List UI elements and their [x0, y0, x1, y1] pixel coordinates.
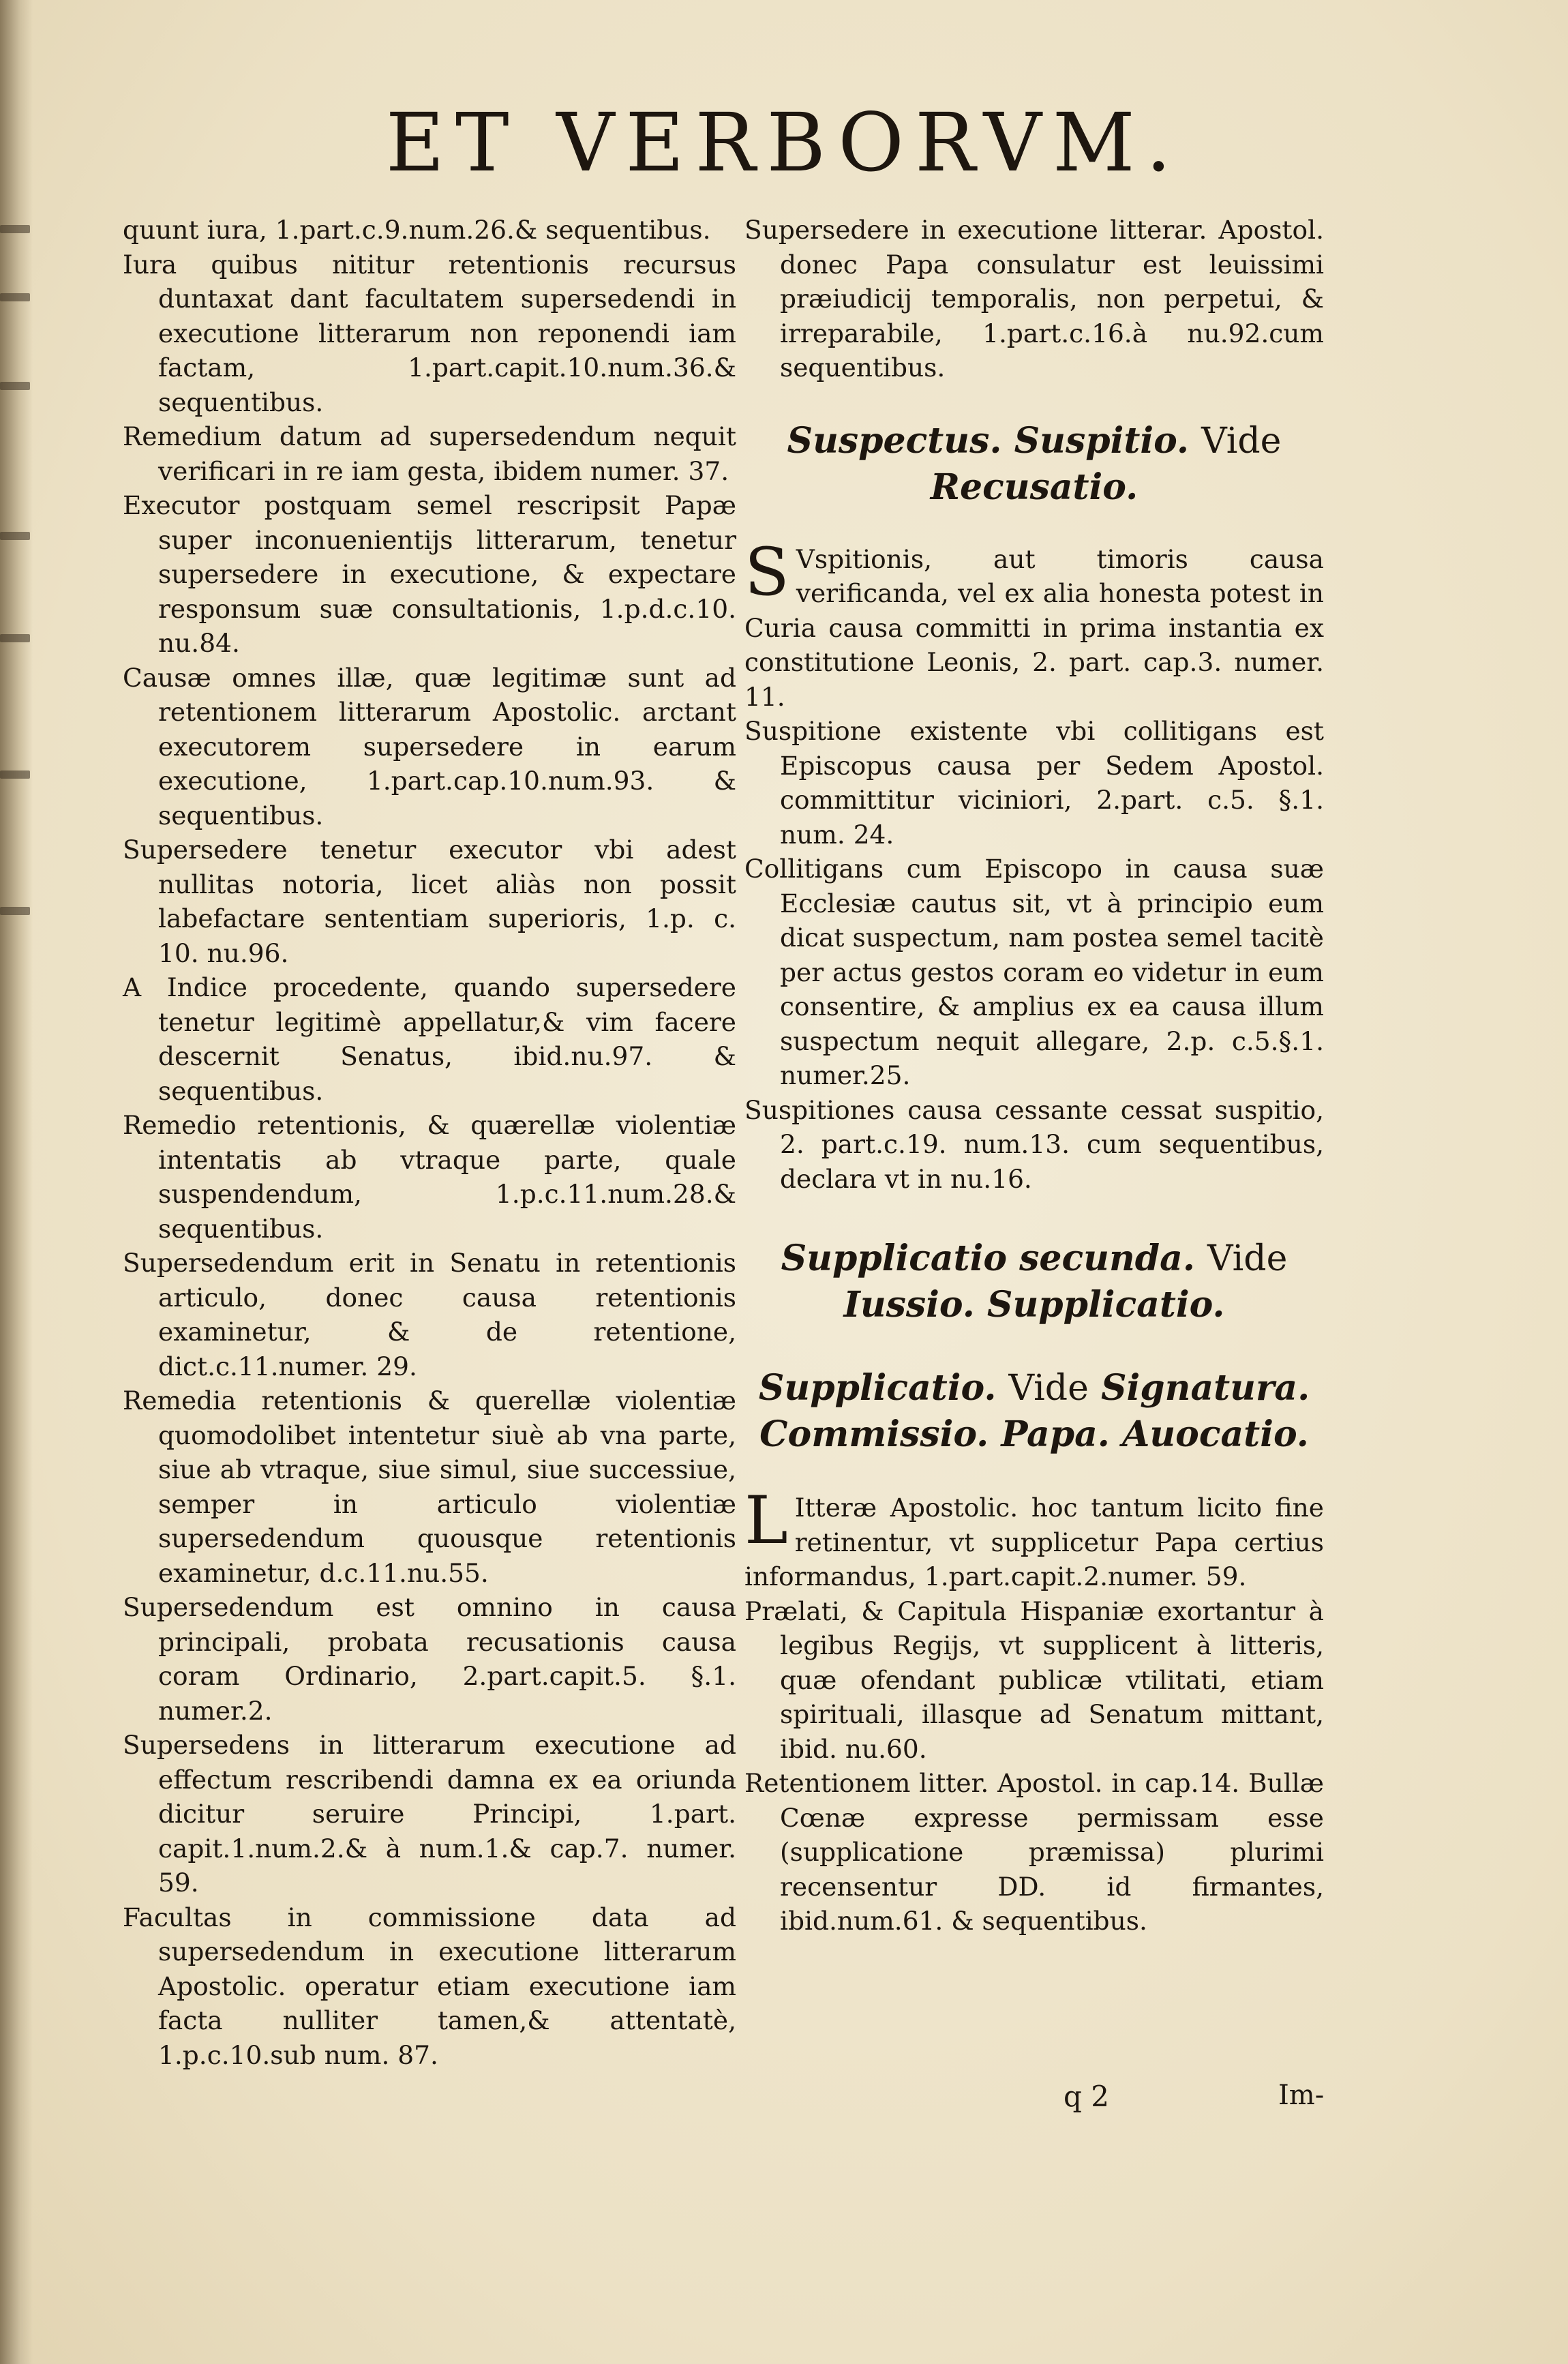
- signature-mark: q 2: [1064, 2080, 1109, 2113]
- heading-term: Suspectus. Suspitio.: [787, 419, 1189, 462]
- index-entry: Iura quibus nititur retentionis recursus duntaxat dant facultatem supersedendi in executione litterarum non reponendi iam factam, 1.part.capit.10.num.36.& sequentibus.: [123, 249, 736, 417]
- index-entry: Suspitione existente vbi collitigans est Episcopus causa per Sedem Apostol. committitur viciniori, 2.part. c.5. §.1. num. 24.: [744, 716, 1324, 850]
- index-entry: Remedia retentionis & querellæ violentiæ quomodolibet intentetur siuè ab vna parte, siue ab vtraque, siue simul, siue successiue, semper in articulo violentiæ supersedendum quousque retentionis examinetur, d.c.11.nu.55.: [123, 1386, 736, 1588]
- binding-gutter: [0, 0, 33, 2364]
- section-heading-supplicatio-secunda: [744, 1236, 1324, 1328]
- heading-term: Supplicatio.: [758, 1367, 997, 1409]
- bleed-through-mark: [0, 293, 30, 301]
- initial-letter: S: [744, 533, 789, 610]
- heading-term: Recusatio.: [930, 466, 1139, 508]
- index-entry-first: [744, 1482, 1324, 1594]
- bleed-through-mark: [0, 634, 30, 642]
- entry-text: Itteræ Apostolic. hoc tantum licito fine retinentur, vt supplicetur Papa certius informandus, 1.part.capit.2.numer. 59.: [744, 1493, 1324, 1591]
- section-heading-suspectus: [744, 418, 1324, 511]
- bleed-through-mark: [0, 532, 30, 540]
- heading-term: Signatura. Commissio. Papa. Auocatio.: [759, 1367, 1310, 1455]
- index-entry: Facultas in commissione data ad supersedendum in executione litterarum Apostolic. operatur etiam executione iam facta nulliter tamen,& attentatè, 1.p.c.10.sub num. 87.: [123, 1902, 736, 2070]
- right-column: [744, 213, 1324, 1939]
- bleed-through-mark: [0, 907, 30, 915]
- index-entry: Supersedens in litterarum executione ad effectum rescribendi damna ex ea oriunda dicitur seruire Principi, 1.part. capit.1.num.2.& à num.1.& cap.7. numer. 59.: [123, 1730, 736, 1898]
- index-entry: Supersedendum est omnino in causa principali, probata recusationis causa coram Ordinario, 2.part.capit.5. §.1. numer.2.: [123, 1592, 736, 1726]
- initial-letter: L: [744, 1482, 788, 1559]
- index-entry: Suspitiones causa cessante cessat suspitio, 2. part.c.19. num.13. cum sequentibus, declara vt in nu.16.: [744, 1094, 1324, 1194]
- vide-label: Vide: [1207, 1238, 1288, 1279]
- index-entry: Supersedendum erit in Senatu in retentionis articulo, donec causa retentionis examinetur, & de retentione, dict.c.11.numer. 29.: [123, 1248, 736, 1381]
- bleed-through-mark: [0, 225, 30, 233]
- index-entry: Prælati, & Capitula Hispaniæ exortantur à legibus Regijs, vt supplicent à litteris, quæ ofendant publicæ vtilitati, etiam spirituali, illasque ad Senatum mittant, ibid. nu.60.: [744, 1596, 1324, 1764]
- running-head: ET VERBORVM.: [385, 95, 1183, 190]
- heading-term: Supplicatio secunda.: [781, 1238, 1195, 1279]
- index-entry: Retentionem litter. Apostol. in cap.14. Bullæ Cœnæ expresse permissam esse (supplicatione præmissa) plurimi recensentur DD. id firmantes, ibid.num.61. & sequentibus.: [744, 1768, 1324, 1936]
- index-entry: Causæ omnes illæ, quæ legitimæ sunt ad retentionem litterarum Apostolic. arctant executorem supersedere in earum executione, 1.part.cap.10.num.93. & sequentibus.: [123, 662, 736, 831]
- left-column: [123, 213, 736, 2072]
- index-entry: Supersedere in executione litterar. Apostol. donec Papa consulatur est leuissimi præiudicij temporalis, non perpetui, & irreparabile, 1.part.c.16.à nu.92.cum sequentibus.: [744, 215, 1324, 383]
- index-entry: Remedio retentionis, & quærellæ violentiæ intentatis ab vtraque parte, quale suspendendum, 1.p.c.11.num.28.& sequentibus.: [123, 1110, 736, 1244]
- catchword: Im-: [1278, 2080, 1325, 2111]
- section-heading-supplicatio: [744, 1365, 1324, 1458]
- heading-term: Iussio. Supplicatio.: [843, 1284, 1225, 1326]
- bleed-through-mark: [0, 382, 30, 390]
- index-entry: A Indice procedente, quando supersedere tenetur legitimè appellatur,& vim facere descernit Senatus, ibid.nu.97. & sequentibus.: [123, 972, 736, 1106]
- entry-text: Vspitionis, aut timoris causa verificanda, vel ex alia honesta potest in Curia causa committi in prima instantia ex constitutione Leonis, 2. part. cap.3. numer. 11.: [744, 543, 1324, 712]
- index-entry: Executor postquam semel rescripsit Papæ super inconuenientijs litterarum, tenetur supersedere in executione, & expectare responsum suæ consultationis, 1.p.d.c.10. nu.84.: [123, 490, 736, 658]
- index-entry: Collitigans cum Episcopo in causa suæ Ecclesiæ cautus sit, vt à principio eum dicat suspectum, nam postea semel tacitè per actus gestos coram eo videtur in eum consentire, & amplius ex ea causa illum suspectum nequit allegare, 2.p. c.5.§.1. numer.25.: [744, 854, 1324, 1090]
- vide-label: Vide: [1008, 1368, 1089, 1409]
- index-entry: Remedium datum ad supersedendum nequit verificari in re iam gesta, ibidem numer. 37.: [123, 421, 736, 486]
- index-entry: Supersedere tenetur executor vbi adest nullitas notoria, licet aliàs non possit labefactare sententiam superioris, 1.p. c. 10. nu.96.: [123, 835, 736, 968]
- bleed-through-mark: [0, 770, 30, 779]
- vide-label: Vide: [1201, 420, 1282, 462]
- index-entry-first: [744, 533, 1324, 715]
- index-entry: quunt iura, 1.part.c.9.num.26.& sequentibus.: [123, 215, 711, 245]
